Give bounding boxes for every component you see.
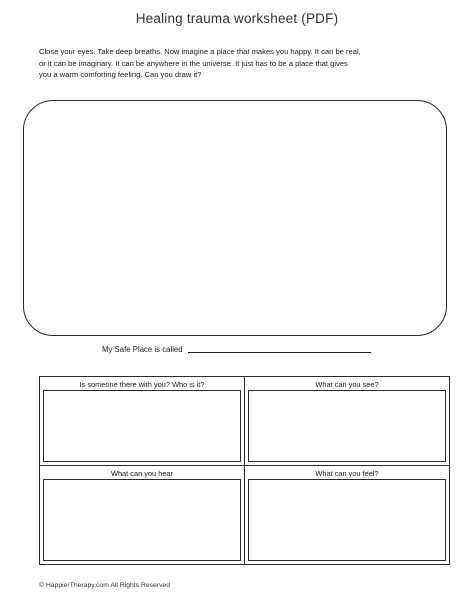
question-cell-hear [40,466,244,564]
question-cell-see [245,377,449,465]
worksheet-title: Healing trauma worksheet (PDF) [135,11,339,26]
question-heading-hear: What can you hear [110,469,174,478]
copyright-footer: © HappierTherapy.com All Rights Reserved [39,582,171,589]
instructions-line-3: you a warm comforting feeling. Can you draw it? [39,70,202,79]
questions-grid [39,376,450,565]
safe-place-blank-line[interactable] [188,346,371,353]
instructions-line-2: or it can be imaginary. It can be anywhere in the universe. It just has to be a place that gives [39,58,348,68]
safe-place-row [102,345,371,354]
answer-box-someone[interactable] [43,390,241,462]
answer-box-see[interactable] [248,390,446,462]
drawing-area[interactable] [23,100,447,336]
answer-box-hear[interactable] [43,479,241,561]
question-heading-someone: Is someone there with you? Who is it? [79,380,205,389]
question-cell-someone [40,377,244,465]
question-cell-feel [245,466,449,564]
question-heading-see: What can you see? [315,380,379,389]
instructions-text [39,46,449,81]
safe-place-label: My Safe Place is called [102,345,183,354]
question-heading-feel: What can you feel? [315,469,379,478]
answer-box-feel[interactable] [248,479,446,561]
instructions-line-1: Close your eyes. Take deep breaths. Now imagine a place that makes you happy. It can be real, [39,47,361,56]
